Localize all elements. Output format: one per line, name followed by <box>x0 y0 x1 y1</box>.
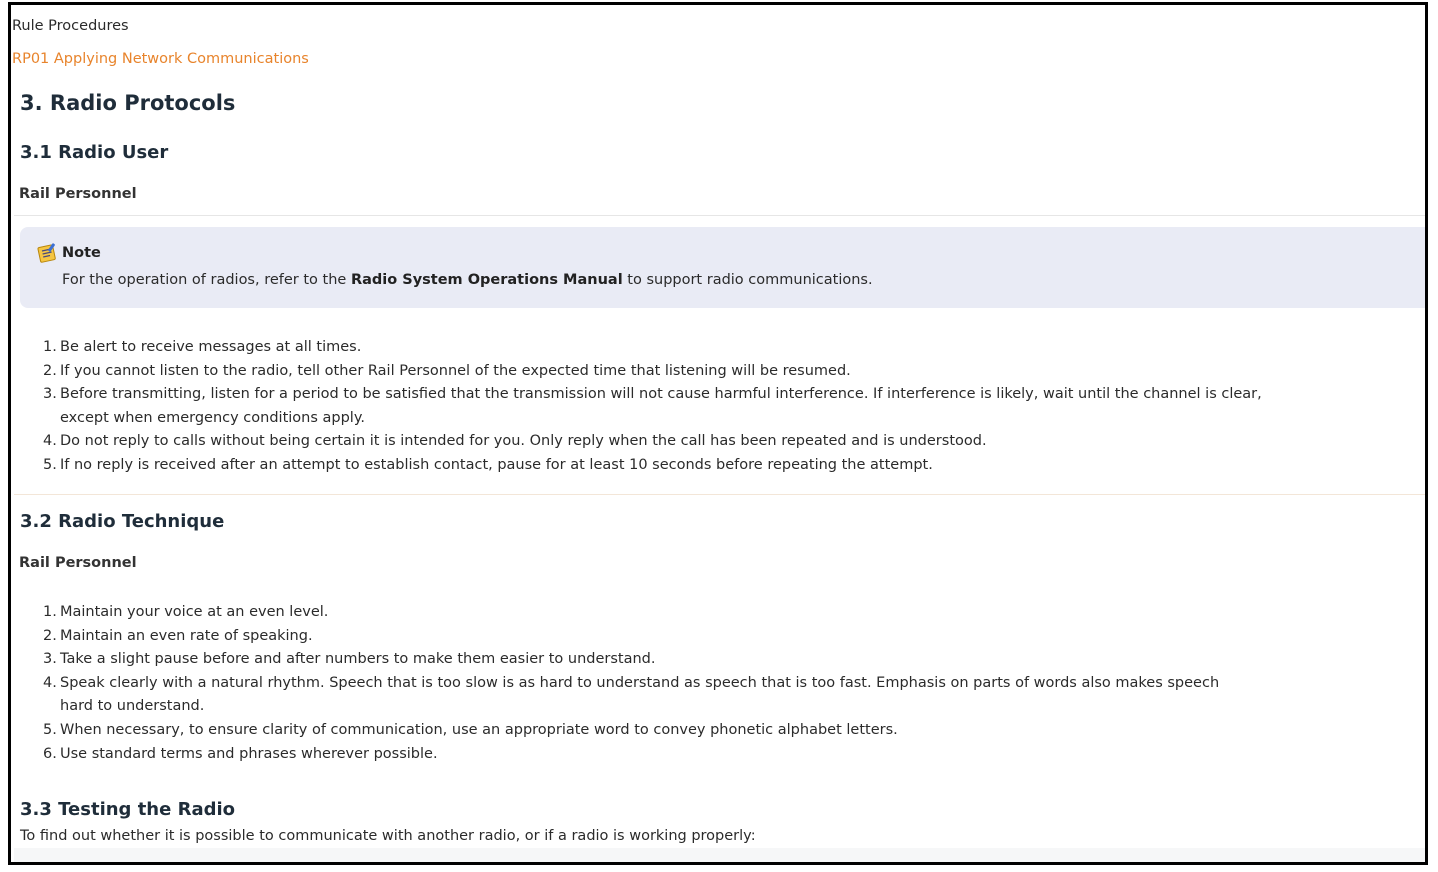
list-item-number: 5. <box>43 721 57 738</box>
list-item-text: Do not reply to calls without being certain it is intended for you. Only reply when the call has been repeated and is understood. <box>60 433 987 450</box>
note-text-after: to support radio communications. <box>622 272 873 288</box>
list-item-number: 3. <box>43 651 57 668</box>
list-item-text: When necessary, to ensure clarity of communication, use an appropriate word to convey phonetic alphabet letters. <box>60 721 898 738</box>
page-title: 3. Radio Protocols <box>20 91 236 115</box>
list-item-number: 4. <box>43 674 57 691</box>
list-item-number: 1. <box>43 604 57 620</box>
list-item <box>11 743 1231 767</box>
subsection-title-testing-radio: 3.3 Testing the Radio <box>20 799 236 820</box>
list-item-number: 4. <box>43 433 57 450</box>
list-item-number: 5. <box>43 456 57 473</box>
role-label-radio-technique: Rail Personnel <box>19 555 137 571</box>
list-item-text: Maintain your voice at an even level. <box>60 604 329 620</box>
list-item-number: 2. <box>43 627 57 644</box>
list-item <box>11 601 1231 625</box>
list-item-text: Speak clearly with a natural rhythm. Speech that is too slow is as hard to understand as speech that is too fast. Emphasis on parts of words also makes speech hard to understand. <box>60 674 1220 715</box>
subsection-title-radio-technique: 3.2 Radio Technique <box>20 511 225 532</box>
list-item-text: Take a slight pause before and after numbers to make them easier to understand. <box>60 651 656 668</box>
list-item-text: Be alert to receive messages at all times. <box>60 339 362 355</box>
list-item-text: Use standard terms and phrases wherever possible. <box>60 745 438 762</box>
list-item <box>11 719 1231 743</box>
list-item-number: 3. <box>43 386 57 403</box>
radio-user-list <box>11 336 1271 478</box>
list-item <box>11 672 1231 719</box>
note-title: Note <box>62 245 101 261</box>
list-item <box>11 430 1271 454</box>
list-item <box>11 360 1271 384</box>
list-item-text: Maintain an even rate of speaking. <box>60 627 313 644</box>
bottom-fade <box>14 848 1425 862</box>
note-manual-reference: Radio System Operations Manual <box>350 272 623 288</box>
subsection-title-radio-user: 3.1 Radio User <box>20 142 169 163</box>
document-frame <box>8 2 1428 865</box>
list-item-number: 2. <box>43 362 57 379</box>
testing-radio-intro: To find out whether it is possible to communicate with another radio, or if a radio is working properly: <box>20 828 756 844</box>
list-item <box>11 648 1231 672</box>
list-item-number: 1. <box>43 339 57 355</box>
list-item <box>11 454 1271 478</box>
radio-technique-list <box>11 601 1231 766</box>
list-item <box>11 336 1271 360</box>
list-item-number: 6. <box>43 745 57 762</box>
list-item <box>11 625 1231 649</box>
breadcrumb-current-link[interactable]: RP01 Applying Network Communications <box>12 51 309 67</box>
memo-icon <box>36 242 58 264</box>
list-item-text: If no reply is received after an attempt to establish contact, pause for at least 10 seconds before repeating the attempt. <box>60 456 933 473</box>
role-label-radio-user: Rail Personnel <box>19 186 137 202</box>
list-item <box>11 383 1271 430</box>
note-text-before: For the operation of radios, refer to the <box>62 272 351 288</box>
list-item-text: If you cannot listen to the radio, tell other Rail Personnel of the expected time that listening will be resumed. <box>60 362 851 379</box>
divider <box>14 215 1425 216</box>
list-item-text: Before transmitting, listen for a period to be satisfied that the transmission will not cause harmful interference. If interference is likely, wait until the channel is clear, except when emergency conditions apply. <box>60 386 1262 426</box>
breadcrumb-parent: Rule Procedures <box>12 18 129 34</box>
note-text <box>62 272 873 288</box>
note-callout <box>20 227 1428 308</box>
divider <box>14 494 1425 495</box>
